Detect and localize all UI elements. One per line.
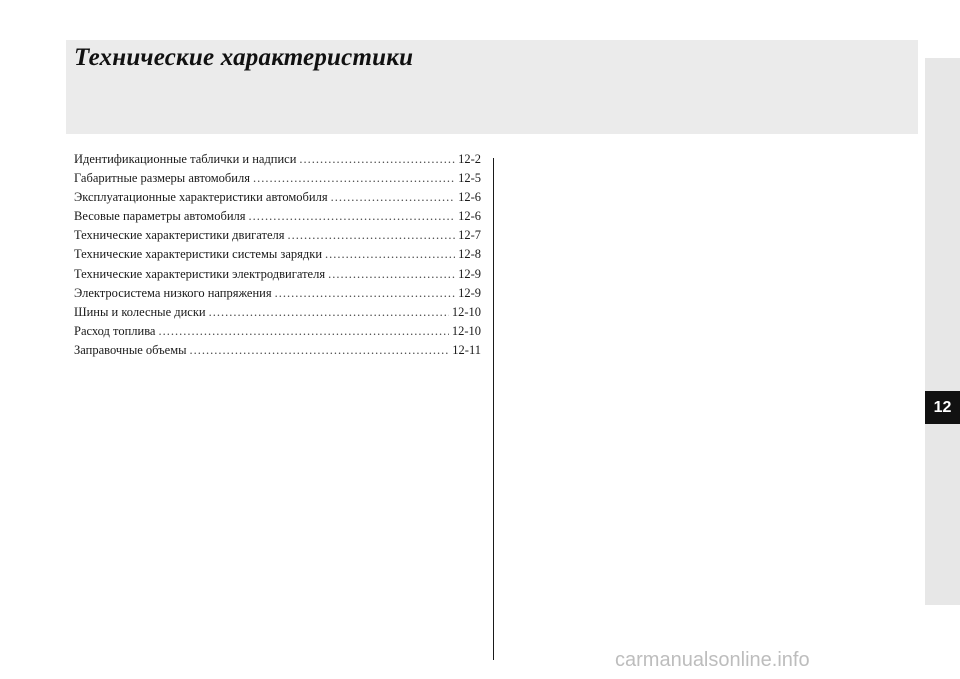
toc-dot-leader [209,305,449,320]
toc-entry-page: 12-6 [458,190,481,205]
chapter-number-badge: 12 [925,391,960,424]
toc-entry-page: 12-10 [451,304,481,319]
toc-dot-leader [190,343,450,358]
toc-entry-page: 12-9 [458,285,481,300]
toc-entry[interactable] [74,343,481,362]
toc-entry-page: 12-7 [458,228,481,243]
toc-entry[interactable] [74,171,481,190]
toc-entry-label: Весовые параметры автомобиля [74,209,246,224]
toc-entry-page: 12-2 [458,152,481,166]
toc-entry[interactable] [74,267,481,286]
toc-dot-leader [325,247,455,262]
toc-entry-label: Габаритные размеры автомобиля [74,171,250,186]
table-of-contents [74,152,481,362]
toc-entry-page: 12-9 [458,266,481,281]
toc-entry[interactable] [74,305,481,324]
chapter-title: Технические характеристики [74,44,414,71]
toc-entry[interactable] [74,324,481,343]
toc-entry-label: Технические характеристики двигателя [74,228,285,243]
toc-entry-page: 12-10 [451,323,481,338]
toc-entry[interactable] [74,209,481,228]
toc-entry-label: Электросистема низкого напряжения [74,285,272,300]
toc-entry[interactable] [74,190,481,209]
watermark: carmanualsonline.info [615,649,810,671]
column-divider [493,158,494,660]
toc-entry-page: 12-8 [458,247,481,262]
chapter-header [66,40,918,134]
toc-entry-label: Шины и колесные диски [74,304,206,319]
toc-entry[interactable] [74,286,481,305]
toc-dot-leader [328,267,455,282]
toc-dot-leader [249,209,456,224]
toc-dot-leader [275,286,455,301]
toc-entry[interactable] [74,228,481,247]
toc-entry-label: Расход топлива [74,323,156,338]
chapter-side-tab [925,58,960,605]
toc-entry-label: Идентификационные таблички и надписи [74,152,297,166]
toc-entry-label: Эксплуатационные характеристики автомобиля [74,190,328,205]
toc-dot-leader [299,152,455,167]
toc-dot-leader [287,228,455,243]
toc-entry-page: 12-6 [458,209,481,224]
toc-entry-label: Технические характеристики системы зарядки [74,247,323,262]
toc-entry[interactable] [74,152,481,171]
toc-dot-leader [253,171,455,186]
toc-entry-label: Технические характеристики электродвигателя [74,266,326,281]
toc-entry-page: 12-11 [452,342,481,357]
toc-dot-leader [331,190,456,205]
toc-dot-leader [158,324,448,339]
toc-entry[interactable] [74,247,481,266]
toc-entry-page: 12-5 [458,171,481,186]
toc-entry-label: Заправочные объемы [74,342,187,357]
